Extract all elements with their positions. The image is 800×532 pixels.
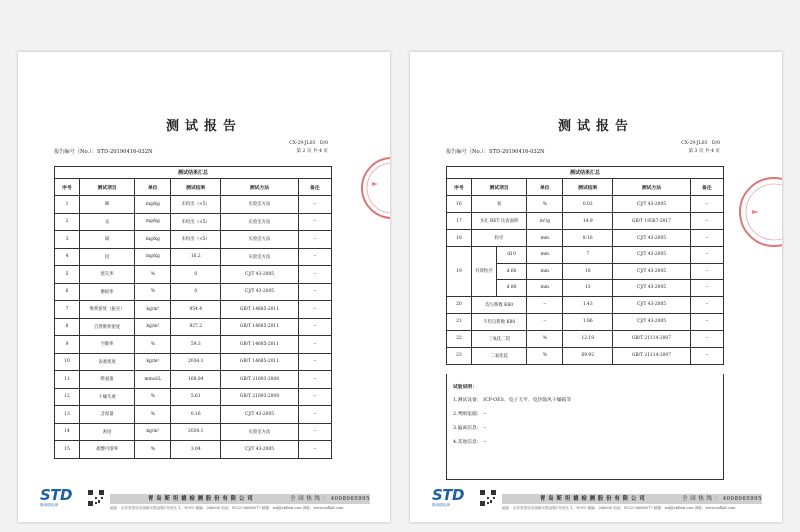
cell-result: 954.4 bbox=[171, 301, 221, 319]
table-row bbox=[55, 423, 332, 441]
cell-unit: mm bbox=[527, 263, 563, 280]
cell-method: GB/T 21693-2008 bbox=[221, 371, 299, 389]
cell-item: 有效粒径 bbox=[471, 247, 496, 297]
cell-unit: kg/m³ bbox=[135, 301, 171, 319]
table-header-row bbox=[55, 179, 332, 196]
cell-unit: kg/m³ bbox=[135, 353, 171, 371]
cell-subitem: d10 bbox=[496, 247, 526, 264]
table-row bbox=[55, 388, 332, 406]
cell-item: 二氧化硅 bbox=[471, 347, 526, 364]
cell-unit: mg/kg bbox=[135, 231, 171, 249]
cell-remark: -- bbox=[690, 347, 723, 364]
form-rev: D/0 bbox=[319, 141, 328, 146]
table-row bbox=[447, 230, 724, 247]
cell-result: 2034.1 bbox=[171, 423, 221, 441]
cell-unit: mm bbox=[527, 280, 563, 297]
cell-result: 0 bbox=[171, 266, 221, 284]
report-number-label: 报告编号（No.）： bbox=[54, 149, 97, 155]
cell-result: 0.16 bbox=[171, 406, 221, 424]
cell-item: 氧 bbox=[471, 196, 526, 213]
cell-no: 12 bbox=[55, 388, 80, 406]
report-number bbox=[54, 148, 153, 155]
cell-result: 59.3 bbox=[171, 336, 221, 354]
cell-item: 不均匀系数 K80 bbox=[471, 313, 526, 330]
cell-result: 未检出（<5） bbox=[171, 213, 221, 231]
table-row bbox=[447, 296, 724, 313]
cell-remark: -- bbox=[690, 213, 723, 230]
cell-no: 5 bbox=[55, 266, 80, 284]
cell-no: 7 bbox=[55, 301, 80, 319]
company-seal-icon bbox=[348, 152, 390, 222]
cell-remark: -- bbox=[690, 313, 723, 330]
form-rev: D/0 bbox=[711, 141, 720, 146]
table-row bbox=[55, 231, 332, 249]
table-row bbox=[447, 347, 724, 364]
cell-method: CJ/T 43-2005 bbox=[613, 230, 691, 247]
table-row bbox=[447, 196, 724, 213]
cell-no: 21 bbox=[447, 313, 472, 330]
cell-item: 汞 bbox=[79, 213, 134, 231]
cell-item: 烧矢率 bbox=[79, 266, 134, 284]
cell-method: 实验室方法 bbox=[221, 231, 299, 249]
cell-result: 14.9 bbox=[563, 213, 613, 230]
header-remark: 备注 bbox=[690, 179, 723, 196]
cell-remark: -- bbox=[298, 283, 331, 301]
cell-method: 实验室方法 bbox=[221, 196, 299, 214]
cell-result: 69.92 bbox=[563, 347, 613, 364]
qr-code-icon bbox=[480, 490, 496, 506]
table-row bbox=[55, 213, 332, 231]
cell-result: 16.2 bbox=[171, 248, 221, 266]
cell-item: 表观密度 bbox=[79, 353, 134, 371]
test-notes bbox=[446, 374, 724, 480]
table-row bbox=[55, 266, 332, 284]
header-unit: 单位 bbox=[527, 179, 563, 196]
cell-unit: mg/kg bbox=[135, 213, 171, 231]
cell-method: GB/T 14685-2011 bbox=[221, 301, 299, 319]
form-code: CX-29-JL03 bbox=[681, 141, 708, 146]
cell-remark: -- bbox=[690, 230, 723, 247]
cell-remark: -- bbox=[298, 371, 331, 389]
cell-method: GB/T 14685-2011 bbox=[221, 336, 299, 354]
page-indicator: 第 2 页 共 4 页 bbox=[296, 149, 328, 154]
cell-unit: % bbox=[135, 388, 171, 406]
notes-item: 4.其他信息： -- bbox=[453, 440, 487, 445]
header-result: 测试结果 bbox=[171, 179, 221, 196]
cell-method: GB/T 14685-2011 bbox=[221, 318, 299, 336]
cell-no: 8 bbox=[55, 318, 80, 336]
cell-remark: -- bbox=[690, 330, 723, 347]
table-row bbox=[447, 213, 724, 230]
cell-no: 4 bbox=[55, 248, 80, 266]
cell-method: 实验室方法 bbox=[221, 423, 299, 441]
logo-text: STD bbox=[432, 486, 464, 504]
cell-item: 镉 bbox=[79, 231, 134, 249]
cell-method: GB/T 21693-2008 bbox=[221, 388, 299, 406]
table-row bbox=[55, 441, 332, 459]
cell-item: 磨损率 bbox=[79, 283, 134, 301]
header-result: 测试结果 bbox=[563, 179, 613, 196]
cell-result: 未检出（<5） bbox=[171, 196, 221, 214]
cell-remark: -- bbox=[298, 423, 331, 441]
header-method: 测试方法 bbox=[613, 179, 691, 196]
cell-no: 11 bbox=[55, 371, 80, 389]
cell-item: 多孔 BET 比表面积 bbox=[471, 213, 526, 230]
table-row bbox=[447, 247, 724, 264]
cell-no: 20 bbox=[447, 296, 472, 313]
page-indicator: 第 3 页 共 4 页 bbox=[688, 149, 720, 154]
cell-item: 粒径 bbox=[471, 230, 526, 247]
report-number-value: STD-20190416-032N bbox=[488, 149, 545, 155]
cell-remark: -- bbox=[298, 336, 331, 354]
cell-method: CJ/T 43-2005 bbox=[613, 196, 691, 213]
footer-company: 青 岛 斯 坦 德 检 测 股 份 有 限 公 司 bbox=[540, 496, 646, 502]
cell-no: 15 bbox=[55, 441, 80, 459]
cell-item: 干燥失重 bbox=[79, 388, 134, 406]
cell-result: 13 bbox=[563, 280, 613, 297]
table-row bbox=[55, 301, 332, 319]
cell-remark: -- bbox=[298, 301, 331, 319]
cell-method: CJ/T 43-2005 bbox=[613, 247, 691, 264]
cell-method: CJ/T 43-2005 bbox=[613, 296, 691, 313]
cell-item: 密度 bbox=[79, 423, 134, 441]
report-page-3 bbox=[410, 52, 782, 522]
cell-item: 堆积密度（振实） bbox=[79, 301, 134, 319]
cell-no: 9 bbox=[55, 336, 80, 354]
report-page-2 bbox=[18, 52, 390, 522]
cell-result: 1.86 bbox=[563, 313, 613, 330]
footer-address: 地址：山东省青岛市高新区锦业路1号东区 1，100号 邮编：266000 电话：0532-58668577 邮箱：std@stdlab.com 网址：www.stdlab.com bbox=[502, 506, 736, 510]
cell-remark: -- bbox=[690, 247, 723, 264]
cell-remark: -- bbox=[298, 406, 331, 424]
report-number-label: 报告编号（No.）： bbox=[446, 149, 489, 155]
report-number-value: STD-20190416-032N bbox=[96, 149, 153, 155]
table-header-row bbox=[447, 179, 724, 196]
cell-result: 8-16 bbox=[563, 230, 613, 247]
cell-unit: % bbox=[527, 196, 563, 213]
cell-item: 空隙率 bbox=[79, 336, 134, 354]
cell-method: GB/T 21114-2007 bbox=[613, 347, 691, 364]
cell-method: GB/T 21114-2007 bbox=[613, 330, 691, 347]
cell-remark: -- bbox=[298, 248, 331, 266]
table-row bbox=[55, 371, 332, 389]
cell-result: 168.84 bbox=[171, 371, 221, 389]
cell-unit: % bbox=[527, 330, 563, 347]
notes-item: 1.测试设备： ICP-OES、电子天平、电热鼓风干燥箱等 bbox=[453, 398, 572, 403]
cell-unit: mmol/L bbox=[135, 371, 171, 389]
cell-item: 含泥量 bbox=[79, 406, 134, 424]
cell-method: CJ/T 43-2005 bbox=[221, 283, 299, 301]
cell-method: CJ/T 43-2005 bbox=[613, 313, 691, 330]
header-item: 测试项目 bbox=[471, 179, 526, 196]
header-remark: 备注 bbox=[298, 179, 331, 196]
cell-unit: kg/m³ bbox=[135, 318, 171, 336]
report-number bbox=[446, 148, 545, 155]
footer-phone: 全 国 热 线 ： 4008065995 bbox=[290, 496, 370, 502]
header-method: 测试方法 bbox=[221, 179, 299, 196]
cell-unit: % bbox=[135, 441, 171, 459]
cell-remark: -- bbox=[690, 196, 723, 213]
table-row bbox=[55, 196, 332, 214]
cell-unit: % bbox=[135, 336, 171, 354]
table-row bbox=[55, 318, 332, 336]
cell-remark: -- bbox=[298, 388, 331, 406]
form-meta bbox=[289, 140, 328, 156]
cell-unit: kg/m³ bbox=[135, 423, 171, 441]
results-table bbox=[54, 166, 332, 459]
logo-text: STD bbox=[40, 486, 72, 504]
cell-unit: mg/kg bbox=[135, 196, 171, 214]
header-no: 序号 bbox=[55, 179, 80, 196]
cell-result: 10 bbox=[563, 263, 613, 280]
cell-unit: -- bbox=[527, 296, 563, 313]
notes-item: 2.判断依据： -- bbox=[453, 412, 487, 417]
company-logo bbox=[432, 488, 482, 514]
form-code: CX-29-JL03 bbox=[289, 141, 316, 146]
notes-item: 3.偏离信息： -- bbox=[453, 426, 487, 431]
qr-code-icon bbox=[88, 490, 104, 506]
cell-unit: mm bbox=[527, 230, 563, 247]
cell-no: 13 bbox=[55, 406, 80, 424]
cell-no: 22 bbox=[447, 330, 472, 347]
cell-unit: % bbox=[527, 347, 563, 364]
results-table bbox=[446, 166, 724, 365]
cell-item: 自然堆积密度 bbox=[79, 318, 134, 336]
notes-title: 试验说明： bbox=[453, 384, 477, 390]
cell-unit: % bbox=[135, 406, 171, 424]
cell-method: CJ/T 43-2005 bbox=[221, 406, 299, 424]
cell-item: 砷 bbox=[79, 196, 134, 214]
cell-unit: m²/g bbox=[527, 213, 563, 230]
cell-remark: -- bbox=[298, 213, 331, 231]
cell-unit: % bbox=[135, 266, 171, 284]
cell-no: 3 bbox=[55, 231, 80, 249]
cell-method: CJ/T 43-2005 bbox=[613, 263, 691, 280]
cell-no: 16 bbox=[447, 196, 472, 213]
cell-method: GB/T 14685-2011 bbox=[221, 353, 299, 371]
cell-method: CJ/T 43-2005 bbox=[221, 441, 299, 459]
cell-result: 未检出（<5） bbox=[171, 231, 221, 249]
cell-result: 3.04 bbox=[171, 441, 221, 459]
cell-no: 18 bbox=[447, 230, 472, 247]
doc-title: 测试报告 bbox=[165, 119, 242, 134]
header-item: 测试项目 bbox=[79, 179, 134, 196]
footer-company: 青 岛 斯 坦 德 检 测 股 份 有 限 公 司 bbox=[148, 496, 254, 502]
cell-no: 1 bbox=[55, 196, 80, 214]
cell-item: 均匀系数 K60 bbox=[471, 296, 526, 313]
cell-remark: -- bbox=[298, 231, 331, 249]
table-caption: 测试结果汇总 bbox=[55, 167, 332, 179]
cell-method: GB/T 19587-2017 bbox=[613, 213, 691, 230]
header-unit: 单位 bbox=[135, 179, 171, 196]
cell-method: 实验室方法 bbox=[221, 213, 299, 231]
cell-result: 2034.1 bbox=[171, 353, 221, 371]
cell-item: 吸氨值 bbox=[79, 371, 134, 389]
cell-subitem: d 80 bbox=[496, 280, 526, 297]
cell-method: 实验室方法 bbox=[221, 248, 299, 266]
cell-method: CJ/T 43-2005 bbox=[221, 266, 299, 284]
cell-remark: -- bbox=[298, 318, 331, 336]
doc-title: 测试报告 bbox=[557, 119, 634, 134]
logo-subtitle: 斯坦德检测 bbox=[432, 503, 450, 507]
company-logo bbox=[40, 488, 90, 514]
cell-unit: mg/kg bbox=[135, 248, 171, 266]
cell-item: 三氧化二铝 bbox=[471, 330, 526, 347]
cell-item: 盐酸可溶率 bbox=[79, 441, 134, 459]
cell-remark: -- bbox=[298, 353, 331, 371]
cell-item: 铅 bbox=[79, 248, 134, 266]
table-row bbox=[55, 353, 332, 371]
cell-remark: -- bbox=[298, 196, 331, 214]
cell-result: 0 bbox=[171, 283, 221, 301]
cell-unit: -- bbox=[527, 313, 563, 330]
cell-result: 12.19 bbox=[563, 330, 613, 347]
cell-result: 0.02 bbox=[563, 196, 613, 213]
table-row bbox=[55, 283, 332, 301]
cell-no: 14 bbox=[55, 423, 80, 441]
table-row bbox=[55, 248, 332, 266]
cell-remark: -- bbox=[690, 296, 723, 313]
table-row bbox=[447, 330, 724, 347]
cell-remark: -- bbox=[690, 263, 723, 280]
logo-subtitle: 斯坦德检测 bbox=[40, 503, 58, 507]
cell-result: 7 bbox=[563, 247, 613, 264]
cell-no: 10 bbox=[55, 353, 80, 371]
cell-remark: -- bbox=[690, 280, 723, 297]
form-meta bbox=[681, 140, 720, 156]
cell-method: CJ/T 43-2005 bbox=[613, 280, 691, 297]
company-seal-icon bbox=[722, 172, 782, 262]
cell-no: 19 bbox=[447, 247, 472, 297]
table-row bbox=[55, 406, 332, 424]
cell-no: 6 bbox=[55, 283, 80, 301]
cell-no: 17 bbox=[447, 213, 472, 230]
header-no: 序号 bbox=[447, 179, 472, 196]
table-row bbox=[55, 336, 332, 354]
cell-unit: % bbox=[135, 283, 171, 301]
cell-no: 2 bbox=[55, 213, 80, 231]
cell-remark: -- bbox=[298, 441, 331, 459]
cell-unit: mm bbox=[527, 247, 563, 264]
cell-subitem: d 60 bbox=[496, 263, 526, 280]
footer-address: 地址：山东省青岛市高新区锦业路1号东区 1，100号 邮编：266000 电话：0532-58668577 邮箱：std@stdlab.com 网址：www.stdlab.com bbox=[110, 506, 344, 510]
cell-remark: -- bbox=[298, 266, 331, 284]
cell-result: 5.61 bbox=[171, 388, 221, 406]
cell-no: 23 bbox=[447, 347, 472, 364]
table-row bbox=[447, 313, 724, 330]
cell-result: 1.43 bbox=[563, 296, 613, 313]
footer-phone: 全 国 热 线 ： 4008065995 bbox=[682, 496, 762, 502]
cell-result: 827.2 bbox=[171, 318, 221, 336]
table-caption: 测试结果汇总 bbox=[447, 167, 724, 179]
